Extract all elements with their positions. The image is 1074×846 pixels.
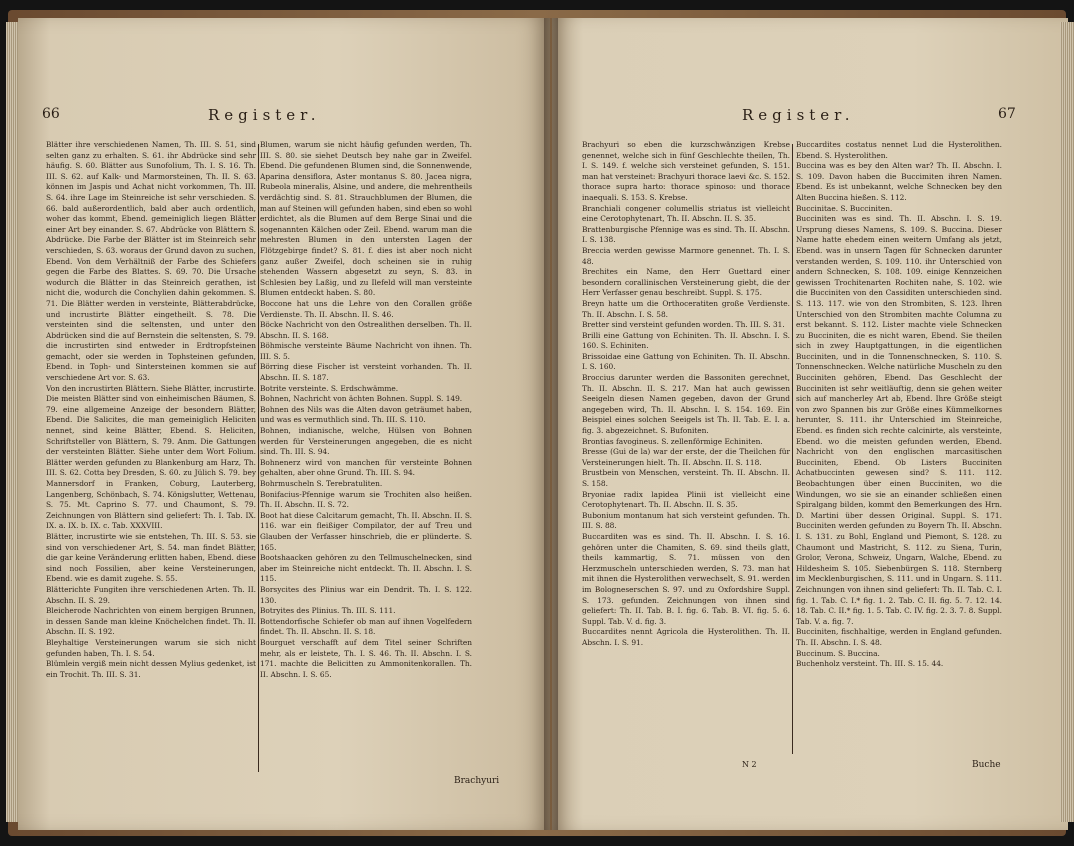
- index-entry: Buccardites nennt Agricola die Hysterolithen. Th. II. Abschn. I. S. 91.: [582, 627, 790, 647]
- index-entry: Blümlein vergiß mein nicht dessen Mylius gedenket, ist ein Trochit. Th. III. S. 31.: [46, 659, 256, 679]
- index-entry: Bohnen, Nachricht von ächten Bohnen. Suppl. S. 149.: [260, 394, 463, 404]
- index-entry: Botrite versteinte. S. Erdschwämme.: [260, 383, 399, 393]
- index-entry: Buccinitae. S. Bucciniten.: [796, 203, 893, 213]
- index-entry: Bucciniten, fischhaltige, werden in England gefunden. Th. II. Abschn. I. S. 48.: [796, 627, 1002, 647]
- index-entry: Bohnen, indianische, welche, Hülsen von Bohnen werden für Versteinerungen angegeben, die es nicht sind. Th. III. S. 94.: [260, 426, 472, 457]
- index-entry: Bresse (Gui de la) war der erste, der die Theilchen für Versteinerungen hielt. Th. II. Abschn. II. S. 118.: [582, 447, 790, 467]
- index-entry: Börring diese Fischer ist versteint vorhanden. Th. II. Abschn. II. S. 187.: [260, 362, 472, 383]
- index-entry: Brechites ein Name, den Herr Guettard einer besondern corallinischen Versteinerung giebt, die der Herr Verfasser genau beschreibt. Suppl. S. 175.: [582, 267, 790, 298]
- index-entry: Böcke Nachricht von den Ostrealithen derselben. Th. II. Abschn. II. S. 168.: [260, 320, 472, 340]
- index-entry: Buccardites costatus nennet Lud die Hysterolithen. Ebend. S. Hysterolithen.: [796, 140, 1002, 160]
- signature-mark: N 2: [742, 760, 757, 769]
- index-entry: Blumen, warum sie nicht häufig gefunden werden, Th. III. S. 80. sie siehet Deutsch bey nahe gar in Zweifel. Ebend. Die gefundenen Blumen sind, die Sonnenwende, Aparina densiflora, Aster montanus S. 80. Jacea nigra, Rubeola mineralis, Alsine, und andere, die mehrentheils verdächtig sind. S. 81. Strauchblumen der Blumen, die man auf Steinen will gefunden haben, sind eben so wohl erdichtet, als die Blumen auf dem Berge Sinai und die sogenannten Kälchen oder Zeil. Ebend. warum man die mehresten Blumen in den untersten Lagen der Flötzgebirge findet? S. 81. f. dies ist aber noch nicht ganz außer Zweifel, doch scheinen sie in ruhig stehenden Wassern abgesetzt zu seyn, S. 83. in Schlesien bey Laßig, und zu Ilefeld will man versteinte Blumen entdeckt haben. S. 80.: [260, 140, 472, 298]
- index-entry: Broccius darunter werden die Bassoniten gerechnet, Th. II. Abschn. II. S. 217. Man hat auch gewissen Seeigeln diesen Namen gegeben, davon der Grund angegeben wird, Th. II. Abschn. I. S. 154. 169. Ein Beispiel eines solchen Seeigels ist Th. II. Tab. E. I. a. fig. 3. abgezeichnet. S. Bufoniten.: [582, 373, 790, 436]
- index-entry: Bottendorfische Schiefer ob man auf ihnen Vogelfedern findet. Th. II. Abschn. II. S. 18.: [260, 616, 472, 637]
- index-entry: Borsycites des Plinius war ein Dendrit. Th. I. S. 122. 130.: [260, 584, 472, 605]
- running-head: Register.: [208, 106, 321, 124]
- catchword: Buche: [972, 760, 1001, 770]
- book-gutter: [544, 18, 558, 830]
- index-entry: Bleyhaltige Versteinerungen warum sie sich nicht gefunden haben, Th. I. S. 54.: [46, 637, 256, 658]
- index-entry: Buccinum. S. Buccina.: [796, 648, 880, 658]
- index-column-1: [46, 140, 256, 680]
- index-column-2: [260, 140, 472, 680]
- index-entry: Von den incrustirten Blättern. Siehe Blätter, incrustirte. Die meisten Blätter sind von einheimischen Bäumen, S. 79. eine allgemeine Anzeige der besondern Blätter, Ebend. Die Salicites, die man gemeiniglich Heliciten nennet, sind keine Blätter, Ebend. S. Heliciten, Schriftsteller von Blättern, S. 79. Anm. Die Gattungen der versteinten Blätter. Siehe unter dem Wort Folium. Blätter werden gefunden zu Blankenburg am Harz, Th. III. S. 62. Cotta bey Dresden, S. 60. zu Jülich S. 79. bey Mannersdorf in Franken, Coburg, Lauterberg, Langenberg, Schönbach, S. 74. Königslutter, Wettenau, S. 75. Mt. Caprino S. 77. und Chaumont, S. 79. Zeichnungen von Blättern sind geliefert: Th. I. Tab. IX. IX. a. IX. b. IX. c. Tab. XXXVIII.: [46, 383, 256, 531]
- index-entry: Bonifacius-Pfennige warum sie Trochiten also heißen. Th. II. Abschn. II. S. 72.: [260, 489, 472, 510]
- index-entry: Böhmische versteinte Bäume Nachricht von ihnen. Th. III. S. 5.: [260, 341, 472, 361]
- index-entry: Boccone hat uns die Lehre von den Corallen größe Verdienste. Th. II. Abschn. II. S. 46.: [260, 298, 472, 319]
- index-entry: Blätter ihre verschiedenen Namen, Th. III. S. 51, sind selten ganz zu erhalten. S. 61. ihr Abdrücke sind sehr häufig. S. 60. Blätter aus Sunofolium, Th. I. S. 16. Th. III. S. 62. auf Kalk- und Marmorsteinen, Th. II. S. 63. können im Jaspis und Achat nicht vorkommen, Th. III. S. 64. ihre Lage im Steinreiche ist sehr verschieden. S. 66. bald außerordentlich, bald aber auch ordentlich, woher das kommt, Ebend. gemeiniglich liegen Blätter einer Art bey einander. S. 67. Abdrücke von Blättern S. Abdrücke. Die Farbe der Blätter ist im Steinreich sehr verschieden, S. 63. woraus der Grund davon zu suchen, Ebend. Von dem Verhältniß der Farbe des Schiefers gegen die Farbe des Blattes. S. 69. 70. Die Ursache wodurch die Blätter in das Steinreich gerathen, ist nicht die, wodurch die Conchylien dahin gekommen. S. 71. Die Blätter werden in versteinte, Blätterabdrücke, und incrustirte Blätter eingetheilt. S. 78. Die versteinten sind die seltensten, und unter den Abdrücken sind die auf Bernstein die seltensten, S. 79. die incrustirten sind entweder in Erdtropfsteinen gemacht, oder sie werden in Tophsteinen gefunden, Ebend. in Toph- und Sintersteinen kommen sie auf verschiedene Art vor. S. 63.: [46, 140, 256, 383]
- index-entry: Blätter, incrustirte wie sie entstehen, Th. III. S. 53. sie sind von verschiedener Art, S. 54. man findet Blätter, die gar keine Veränderung erlitten haben, Ebend. diese sind noch Fossilien, aber keine Versteinerungen, Ebend. wie es damit zugehe. S. 55.: [46, 531, 256, 584]
- index-entry: Brustbein von Menschen, versteint. Th. II. Abschn. II. S. 158.: [582, 468, 790, 488]
- index-entry: Bretter sind versteint gefunden worden. Th. III. S. 31.: [582, 320, 785, 330]
- left-page: [18, 18, 550, 830]
- index-entry: Bohnenerz wird von manchen für versteinte Bohnen gehalten, aber ohne Grund. Th. III. S. 94.: [260, 457, 472, 478]
- running-head: Register.: [742, 106, 855, 124]
- index-entry: Botryites des Plinius. Th. III. S. 111.: [260, 606, 396, 616]
- index-entry: Breyn hatte um die Orthoceratiten große Verdienste. Th. II. Abschn. I. S. 58.: [582, 298, 790, 319]
- index-entry: Buchenholz versteint. Th. III. S. 15. 44.: [796, 659, 944, 669]
- index-entry: Brachyuri so eben die kurzschwänzigen Krebse genennet, welche sich in fünf Geschlechte theilen, Th. I. S. 149. f. welche sich versteinet gefunden, S. 151. man hat versteinet: Brachyuri thorace laevi &c. S. 152. thorace supra harto: thorace spinoso: und thorace inaequali. S. 153. S. Krebse.: [582, 140, 790, 202]
- index-entry: Bryoniae radix lapidea Plinii ist vielleicht eine Cerotophytenart. Th. II. Abschn. II. S. 35.: [582, 489, 790, 510]
- index-entry: Buccina was es bey den Alten war? Th. II. Abschn. I. S. 109. Davon haben die Buccimiten ihren Namen. Ebend. Es ist unbekannt, welche Schnecken bey den Alten Buccina hießen. S. 112.: [796, 161, 1002, 202]
- index-entry: Brissoidae eine Gattung von Echiniten. Th. II. Abschn. I. S. 160.: [582, 351, 790, 372]
- right-page: [552, 18, 1068, 830]
- column-divider: [258, 144, 259, 772]
- column-divider: [792, 144, 793, 754]
- index-entry: Bohnen des Nils was die Alten davon geträumet haben, und was es vermuthlich sind. Th. III. S. 110.: [260, 404, 472, 425]
- catchword: Brachyuri: [454, 776, 500, 786]
- page-number: 67: [998, 106, 1016, 122]
- index-entry: Brontias favogineus. S. zellenförmige Echiniten.: [582, 436, 763, 446]
- index-entry: Bubonium montanum hat sich versteint gefunden. Th. III. S. 88.: [582, 510, 790, 531]
- page-edges-right: [1060, 22, 1074, 822]
- index-column-2: [796, 140, 1002, 670]
- index-entry: Bucciniten was es sind. Th. II. Abschn. I. S. 19. Ursprung dieses Namens, S. 109. S. Buccina. Dieser Name hatte ehedem einen weitern Umfang als jetzt, Ebend. was in unsern Tagen für Schnecken darunter verstanden werden, S. 109. 110. ihr Unterschied von andern Schnecken, S. 108. 109. einige Kennzeichen gewissen Trochitenarten Rochiten nahe, S. 102. wie die Bucciniten von den Cassiditen unterschieden sind. S. 113. 117. wie von den Strombiten, S. 123. Ihren Unterschied von den Strombiten machte Columna zu erst bekannt. S. 112. Lister machte viele Schnecken zu Bucciniten, die es nicht waren, Ebend. Sie theilen sich in zwey Hauptgattungen, in die eigentlichen Bucciniten, und in die Tonnenschnecken, S. 110. S. Tonnenschnecken. Welche natürliche Muscheln zu den Bucciniten gehören, Ebend. Das Geschlecht der Bucciniten ist sehr weitläuftig, denn sie gehen weiter sich auf mancherley Art ab, Ebend. Ihre Größe steigt von zwo Spannen bis zur Größe eines Kümmelkornes herunter, S. 111. ihr Unterschied im Steinreiche, Ebend. es finden sich rechte calcinirte, als versteinte, Ebend. wo die meisten gefunden werden, Ebend. Nachricht von den englischen marcasitischen Bucciniten, Ebend. Ob Listers Bucciniten Achatbuccinten gewesen sind? S. 111. 112. Beobachtungen über einen Bucciniten, wo die Windungen, wo sie sie an einander schließen einen Spiralgang bilden, kommt den Bemerkungen des Hrn. D. Martini über dessen Original. Suppl. S. 171. Bucciniten werden gefunden zu Boyern Th. II. Abschn. I. S. 131. zu Bohl, England und Piemont, S. 128. zu Chaumont und Mastricht, S. 112. zu Siena, Turin, Grolor, Verona, Schweiz, Ungarn, Walche, Ebend. zu Hildesheim S. 105. Siebenbürgen S. 118. Sternberg im Mecklenburgischen, S. 111. und in Ungarn. S. 111. Zeichnungen von ihnen sind geliefert: Th. II. Tab. C. I. fig. 1. Tab. C. I.* fig. 1. 2. Tab. C. II. fig. 5. 7. 12. 14. 18. Tab. C. II.* fig. 1. 5. Tab. C. IV. fig. 2. 3. 7. 8. Suppl. Tab. V. a. fig. 7.: [796, 214, 1002, 626]
- index-entry: Buccarditen was es sind. Th. II. Abschn. I. S. 16. gehören unter die Chamiten, S. 69. sind theils glatt, theils kammartig, S. 71. müssen von den Herzmuscheln unterschieden werden, S. 73. man hat mit ihnen die Hysterolithen verwechselt, S. 91. werden im Bologneserschen S. 97. und zu Oxfordshire Suppl. S. 173. gefunden. Zeichnungen von ihnen sind geliefert: Th. II. Tab. B. I. fig. 6. Tab. B. VI. fig. 5. 6. Suppl. Tab. V. d. fig. 3.: [582, 531, 790, 626]
- index-entry: Breccia werden gewisse Marmore genennet. Th. I. S. 48.: [582, 245, 790, 266]
- index-entry: Bleicherode Nachrichten von einem bergigen Brunnen, in dessen Sande man kleine Knöchelchen findet. Th. II. Abschn. II. S. 192.: [46, 606, 256, 637]
- index-entry: Bootshaacken gehören zu den Tellmuschelnecken, sind aber im Steinreiche nicht entdeckt. Th. II. Abschn. I. S. 115.: [260, 553, 472, 584]
- index-entry: Boot hat diese Calcitarum gemacht, Th. II. Abschn. II. S. 116. war ein fleißiger Compilator, der auf Treu und Glauben der Verfasser hinschrieb, die er plünderte. S. 165.: [260, 510, 472, 552]
- index-entry: Branchiali congener columellis striatus ist vielleicht eine Cerotophytenart, Th. II. Abschn. II. S. 35.: [582, 203, 790, 224]
- index-entry: Brilli eine Gattung von Echiniten. Th. II. Abschn. I. S. 160. S. Echiniten.: [582, 330, 790, 351]
- index-entry: Bohrmuscheln S. Terebratuliten.: [260, 479, 383, 488]
- page-number: 66: [42, 106, 60, 122]
- index-entry: Brattenburgische Pfennige was es sind. Th. II. Abschn. I. S. 138.: [582, 224, 790, 245]
- index-entry: Blätterichte Fungiten ihre verschiedenen Arten. Th. II. Abschn. II. S. 29.: [46, 584, 256, 605]
- index-column-1: [582, 140, 790, 649]
- index-entry: Bourguet verschafft auf dem Titel seiner Schriften mehr, als er leistete, Th. I. S. 46. Th. II. Abschn. I. S. 171. machte die Belicitten zu Ammonitenkorallen. Th. II. Abschn. I. S. 65.: [260, 637, 472, 679]
